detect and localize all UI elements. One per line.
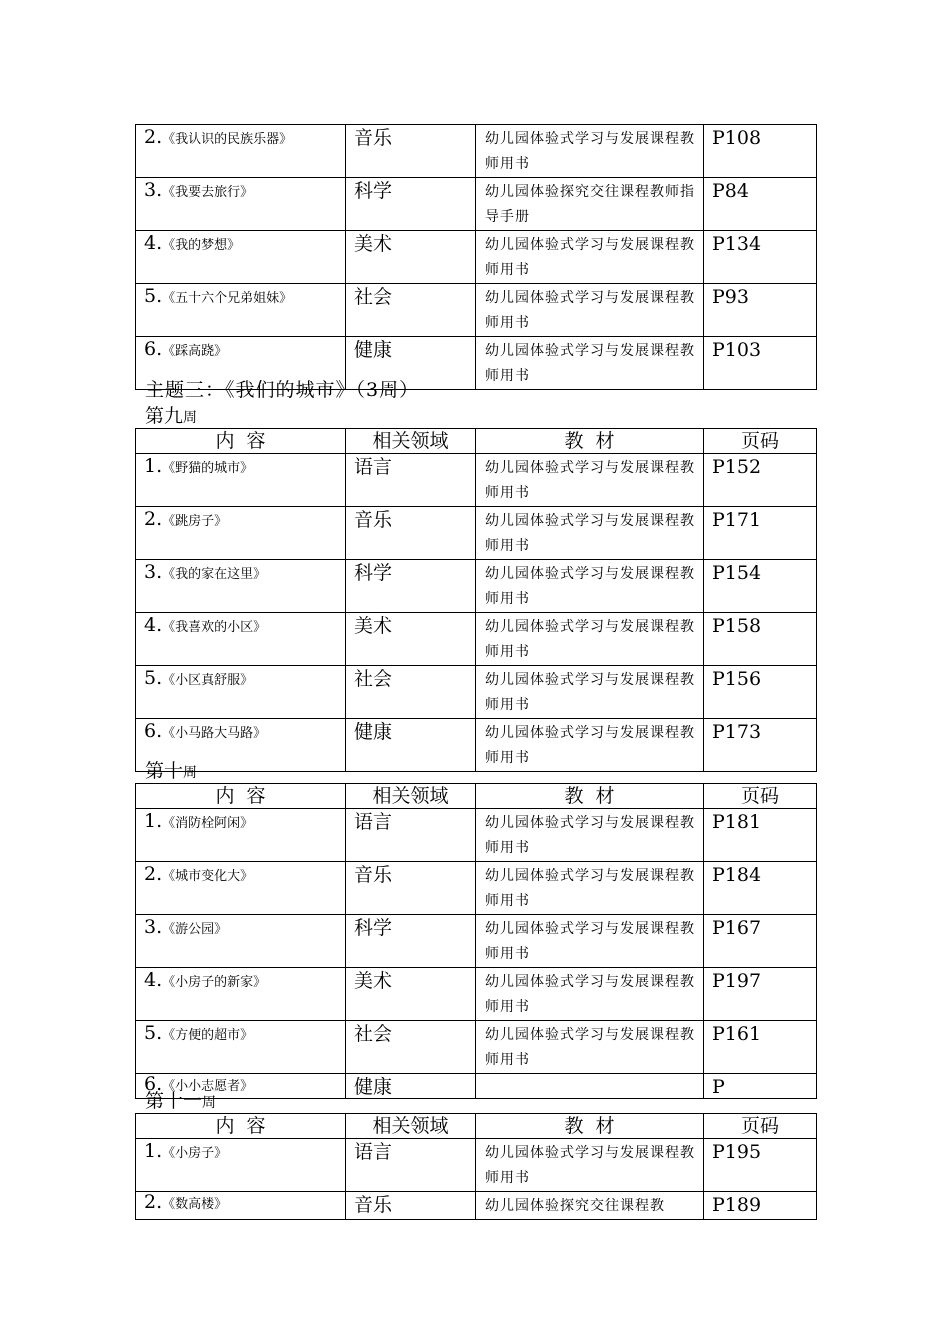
domain-cell: 科学 bbox=[346, 915, 476, 968]
table-row bbox=[136, 968, 817, 1021]
book-cell: 幼儿园体验式学习与发展课程教师用书 bbox=[476, 507, 704, 560]
theme2-week-table bbox=[135, 124, 817, 390]
domain-cell: 语言 bbox=[346, 454, 476, 507]
content-cell: 2.《城市变化大》 bbox=[136, 862, 346, 915]
content-cell: 4.《我的梦想》 bbox=[136, 231, 346, 284]
book-cell: 幼儿园体验式学习与发展课程教师用书 bbox=[476, 613, 704, 666]
book-cell: 幼儿园体验式学习与发展课程教师用书 bbox=[476, 666, 704, 719]
domain-cell: 美术 bbox=[346, 968, 476, 1021]
page-cell: P93 bbox=[704, 284, 817, 337]
book-cell: 幼儿园体验式学习与发展课程教师用书 bbox=[476, 862, 704, 915]
week-unit: 周 bbox=[202, 1095, 217, 1111]
domain-cell: 社会 bbox=[346, 666, 476, 719]
content-cell: 6.《小马路大马路》 bbox=[136, 719, 346, 772]
domain-cell: 美术 bbox=[346, 231, 476, 284]
content-cell: 3.《我的家在这里》 bbox=[136, 560, 346, 613]
content-cell: 2.《数高楼》 bbox=[136, 1192, 346, 1220]
book-cell: 幼儿园体验式学习与发展课程教师用书 bbox=[476, 337, 704, 390]
page-cell: P156 bbox=[704, 666, 817, 719]
table-row bbox=[136, 284, 817, 337]
table-row bbox=[136, 231, 817, 284]
content-cell: 2.《我认识的民族乐器》 bbox=[136, 125, 346, 178]
content-cell: 5.《方便的超市》 bbox=[136, 1021, 346, 1074]
page-cell: P108 bbox=[704, 125, 817, 178]
week-heading bbox=[145, 405, 197, 429]
page-cell: P167 bbox=[704, 915, 817, 968]
week-heading bbox=[145, 1090, 216, 1114]
domain-cell: 科学 bbox=[346, 178, 476, 231]
content-cell: 4.《小房子的新家》 bbox=[136, 968, 346, 1021]
week9-table bbox=[135, 428, 817, 772]
week10-table bbox=[135, 783, 817, 1099]
book-cell: 幼儿园体验式学习与发展课程教师用书 bbox=[476, 231, 704, 284]
book-cell: 幼儿园体验探究交往课程教师指导手册 bbox=[476, 178, 704, 231]
content-cell: 3.《我要去旅行》 bbox=[136, 178, 346, 231]
header-book: 教 材 bbox=[476, 784, 704, 809]
book-cell: 幼儿园体验式学习与发展课程教师用书 bbox=[476, 125, 704, 178]
book-cell: 幼儿园体验式学习与发展课程教师用书 bbox=[476, 560, 704, 613]
content-cell: 1.《野猫的城市》 bbox=[136, 454, 346, 507]
theme-heading: 主题三：《我们的城市》（3周） bbox=[145, 379, 420, 401]
book-cell bbox=[476, 1074, 704, 1099]
week-number: 第十一 bbox=[145, 1090, 203, 1112]
table-row bbox=[136, 560, 817, 613]
week-unit: 周 bbox=[183, 410, 198, 426]
page-cell: P bbox=[704, 1074, 817, 1099]
week-number: 第十 bbox=[145, 760, 184, 782]
page-cell: P197 bbox=[704, 968, 817, 1021]
book-cell: 幼儿园体验式学习与发展课程教师用书 bbox=[476, 284, 704, 337]
table-row bbox=[136, 178, 817, 231]
domain-cell: 语言 bbox=[346, 809, 476, 862]
domain-cell: 音乐 bbox=[346, 862, 476, 915]
page-cell: P152 bbox=[704, 454, 817, 507]
content-cell: 6.《踩高跷》 bbox=[136, 337, 346, 390]
domain-cell: 音乐 bbox=[346, 1192, 476, 1220]
table-row bbox=[136, 1192, 817, 1220]
page-cell: P195 bbox=[704, 1139, 817, 1192]
domain-cell: 语言 bbox=[346, 1139, 476, 1192]
domain-cell: 音乐 bbox=[346, 125, 476, 178]
page-cell: P184 bbox=[704, 862, 817, 915]
table-row bbox=[136, 454, 817, 507]
domain-cell: 健康 bbox=[346, 337, 476, 390]
book-cell: 幼儿园体验式学习与发展课程教师用书 bbox=[476, 968, 704, 1021]
page-cell: P134 bbox=[704, 231, 817, 284]
book-cell: 幼儿园体验式学习与发展课程教师用书 bbox=[476, 1021, 704, 1074]
domain-cell: 科学 bbox=[346, 560, 476, 613]
week11-table bbox=[135, 1113, 817, 1220]
table-row bbox=[136, 666, 817, 719]
table-row bbox=[136, 1139, 817, 1192]
header-content: 内 容 bbox=[136, 784, 346, 809]
content-cell: 4.《我喜欢的小区》 bbox=[136, 613, 346, 666]
table-header-row bbox=[136, 429, 817, 454]
page-cell: P171 bbox=[704, 507, 817, 560]
content-cell: 1.《消防栓阿闲》 bbox=[136, 809, 346, 862]
table-row bbox=[136, 809, 817, 862]
table-row bbox=[136, 719, 817, 772]
page-cell: P181 bbox=[704, 809, 817, 862]
week-number: 第九 bbox=[145, 405, 184, 427]
content-cell: 5.《小区真舒服》 bbox=[136, 666, 346, 719]
header-content: 内 容 bbox=[136, 429, 346, 454]
domain-cell: 美术 bbox=[346, 613, 476, 666]
domain-cell: 健康 bbox=[346, 1074, 476, 1099]
domain-cell: 社会 bbox=[346, 1021, 476, 1074]
header-book: 教 材 bbox=[476, 429, 704, 454]
book-cell: 幼儿园体验式学习与发展课程教师用书 bbox=[476, 719, 704, 772]
week-heading bbox=[145, 760, 197, 784]
table-row bbox=[136, 1021, 817, 1074]
table-row bbox=[136, 613, 817, 666]
book-cell: 幼儿园体验式学习与发展课程教师用书 bbox=[476, 454, 704, 507]
page-cell: P158 bbox=[704, 613, 817, 666]
table-header-row bbox=[136, 1114, 817, 1139]
header-domain: 相关领域 bbox=[346, 1114, 476, 1139]
content-cell: 5.《五十六个兄弟姐妹》 bbox=[136, 284, 346, 337]
page-cell: P84 bbox=[704, 178, 817, 231]
header-page: 页码 bbox=[704, 1114, 817, 1139]
book-cell: 幼儿园体验式学习与发展课程教师用书 bbox=[476, 915, 704, 968]
header-content: 内 容 bbox=[136, 1114, 346, 1139]
table-row bbox=[136, 507, 817, 560]
page-cell: P161 bbox=[704, 1021, 817, 1074]
content-cell: 3.《游公园》 bbox=[136, 915, 346, 968]
header-page: 页码 bbox=[704, 784, 817, 809]
table-row bbox=[136, 862, 817, 915]
header-domain: 相关领域 bbox=[346, 784, 476, 809]
content-cell: 2.《跳房子》 bbox=[136, 507, 346, 560]
book-cell: 幼儿园体验探究交往课程教 bbox=[476, 1192, 704, 1220]
page-cell: P154 bbox=[704, 560, 817, 613]
table-row bbox=[136, 915, 817, 968]
domain-cell: 健康 bbox=[346, 719, 476, 772]
header-domain: 相关领域 bbox=[346, 429, 476, 454]
domain-cell: 音乐 bbox=[346, 507, 476, 560]
page-cell: P173 bbox=[704, 719, 817, 772]
book-cell: 幼儿园体验式学习与发展课程教师用书 bbox=[476, 1139, 704, 1192]
domain-cell: 社会 bbox=[346, 284, 476, 337]
header-book: 教 材 bbox=[476, 1114, 704, 1139]
book-cell: 幼儿园体验式学习与发展课程教师用书 bbox=[476, 809, 704, 862]
table-row bbox=[136, 1074, 817, 1099]
page-cell: P103 bbox=[704, 337, 817, 390]
content-cell: 1.《小房子》 bbox=[136, 1139, 346, 1192]
page-cell: P189 bbox=[704, 1192, 817, 1220]
content-cell: 6.《小小志愿者》 bbox=[136, 1074, 346, 1099]
table-header-row bbox=[136, 784, 817, 809]
table-row bbox=[136, 125, 817, 178]
header-page: 页码 bbox=[704, 429, 817, 454]
week-unit: 周 bbox=[183, 765, 198, 781]
